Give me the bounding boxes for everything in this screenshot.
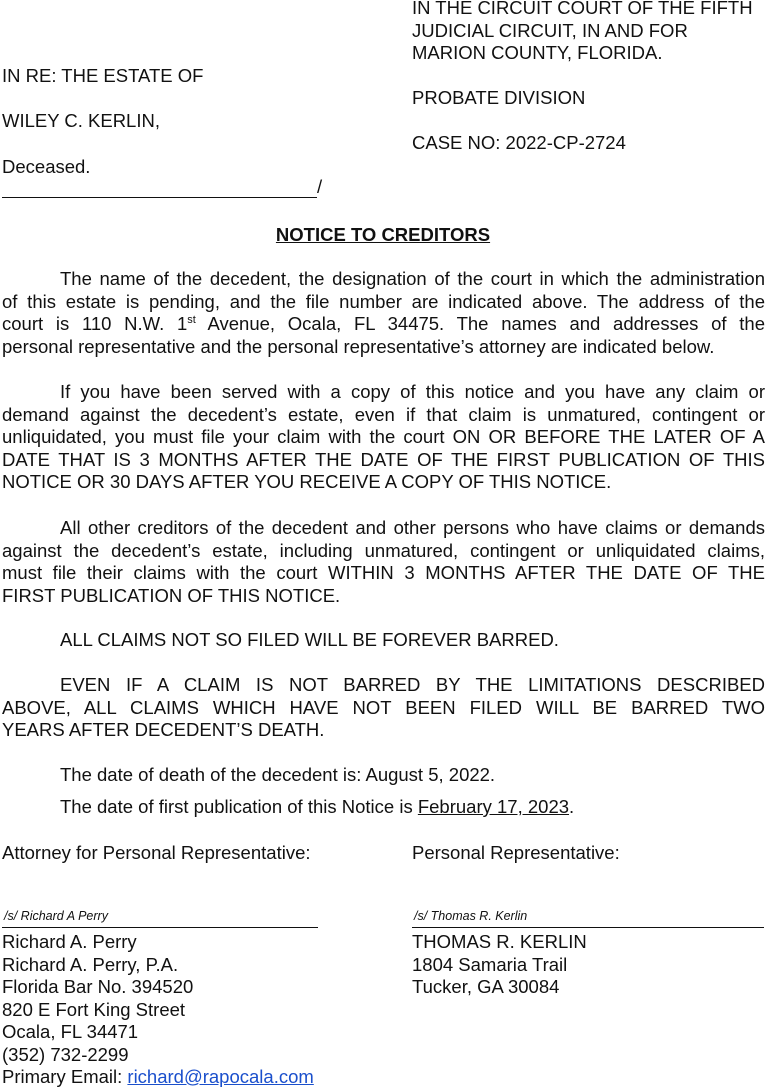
para3-line-3: must file their claims with the court WITHIN 3 MONTHS AFTER THE DATE OF THE bbox=[2, 562, 765, 584]
attorney-phone: (352) 732-2299 bbox=[2, 1044, 129, 1065]
para3-line-1: All other creditors of the decedent and other persons who have claims or demands bbox=[60, 517, 765, 538]
paragraph-5 bbox=[2, 674, 765, 742]
representative-city: Tucker, GA 30084 bbox=[412, 976, 560, 997]
para2-line-5: NOTICE OR 30 DAYS AFTER YOU RECEIVE A COPY OF THIS NOTICE. bbox=[2, 471, 612, 493]
para1-line-1: The name of the decedent, the designation of the court in which the administration bbox=[60, 268, 765, 289]
para1-line-3a: court is 110 N.W. 1 bbox=[2, 313, 188, 335]
court-line-2: JUDICIAL CIRCUIT, IN AND FOR bbox=[412, 20, 688, 41]
court-line-1: IN THE CIRCUIT COURT OF THE FIFTH bbox=[412, 0, 753, 18]
para1-line-2: of this estate is pending, and the file number are indicated above. The address of the bbox=[2, 290, 765, 312]
para2-line-4: DATE THAT IS 3 MONTHS AFTER THE DATE OF THE FIRST PUBLICATION OF THIS bbox=[2, 448, 765, 470]
representative-heading: Personal Representative: bbox=[412, 842, 620, 863]
attorney-heading: Attorney for Personal Representative: bbox=[2, 842, 311, 863]
attorney-email-link[interactable]: richard@rapocala.com bbox=[127, 1066, 314, 1087]
para5-line-3: YEARS AFTER DECEDENT’S DEATH. bbox=[2, 719, 325, 741]
publication-prefix: The date of first publication of this Notice is bbox=[60, 796, 418, 817]
decedent-name: WILEY C. KERLIN, bbox=[2, 110, 160, 131]
publication-date: February 17, 2023 bbox=[417, 796, 570, 817]
attorney-signature-line bbox=[2, 927, 318, 928]
division: PROBATE DIVISION bbox=[412, 87, 586, 108]
publication-date-line bbox=[60, 796, 574, 819]
para2-line-3: unliquidated, you must file your claim with the court ON OR BEFORE THE LATER OF A bbox=[2, 426, 765, 448]
publication-suffix: . bbox=[569, 796, 575, 817]
representative-signature-line bbox=[412, 927, 764, 928]
caption-rule bbox=[2, 197, 317, 198]
ordinal-superscript: st bbox=[187, 314, 196, 327]
representative-street: 1804 Samaria Trail bbox=[412, 954, 568, 975]
paragraph-3 bbox=[2, 517, 765, 607]
para5-line-1: EVEN IF A CLAIM IS NOT BARRED BY THE LIMITATIONS DESCRIBED bbox=[60, 674, 765, 695]
representative-signature: /s/ Thomas R. Kerlin bbox=[414, 909, 528, 923]
para1-line-4: personal representative and the personal representative’s attorney are indicated below. bbox=[2, 335, 715, 357]
para3-line-4: FIRST PUBLICATION OF THIS NOTICE. bbox=[2, 584, 341, 606]
attorney-street: 820 E Fort King Street bbox=[2, 999, 186, 1020]
paragraph-2 bbox=[2, 381, 765, 494]
attorney-city: Ocala, FL 34471 bbox=[2, 1021, 139, 1042]
para2-line-2: demand against the decedent’s estate, even if that claim is unmatured, contingent or bbox=[2, 403, 765, 425]
para3-line-2: against the decedent’s estate, including unmatured, contingent or unliquidated claims, bbox=[2, 539, 765, 561]
para5-line-2: ABOVE, ALL CLAIMS WHICH HAVE NOT BEEN FILED WILL BE BARRED TWO bbox=[2, 696, 765, 718]
representative-name: THOMAS R. KERLIN bbox=[412, 931, 587, 952]
para1-line-3b: Avenue, Ocala, FL 34475. The names and addresses of the bbox=[195, 313, 765, 335]
deceased-label: Deceased. bbox=[2, 156, 91, 177]
para1-line-3 bbox=[2, 313, 765, 336]
caption-slash: / bbox=[317, 176, 323, 197]
paragraph-1 bbox=[2, 268, 765, 358]
para2-line-1: If you have been served with a copy of this notice and you have any claim or bbox=[60, 381, 765, 402]
attorney-name: Richard A. Perry bbox=[2, 931, 137, 952]
attorney-bar-number: Florida Bar No. 394520 bbox=[2, 976, 194, 997]
attorney-email-line bbox=[2, 1066, 314, 1089]
case-number: CASE NO: 2022-CP-2724 bbox=[412, 132, 626, 153]
attorney-signature: /s/ Richard A Perry bbox=[4, 909, 108, 923]
email-label: Primary Email: bbox=[2, 1066, 128, 1087]
attorney-firm: Richard A. Perry, P.A. bbox=[2, 954, 179, 975]
date-of-death: The date of death of the decedent is: August 5, 2022. bbox=[60, 764, 496, 785]
notice-title: NOTICE TO CREDITORS bbox=[275, 224, 491, 245]
in-re: IN RE: THE ESTATE OF bbox=[2, 65, 204, 86]
court-line-3: MARION COUNTY, FLORIDA. bbox=[412, 42, 663, 63]
paragraph-4: ALL CLAIMS NOT SO FILED WILL BE FOREVER BARRED. bbox=[60, 629, 559, 650]
